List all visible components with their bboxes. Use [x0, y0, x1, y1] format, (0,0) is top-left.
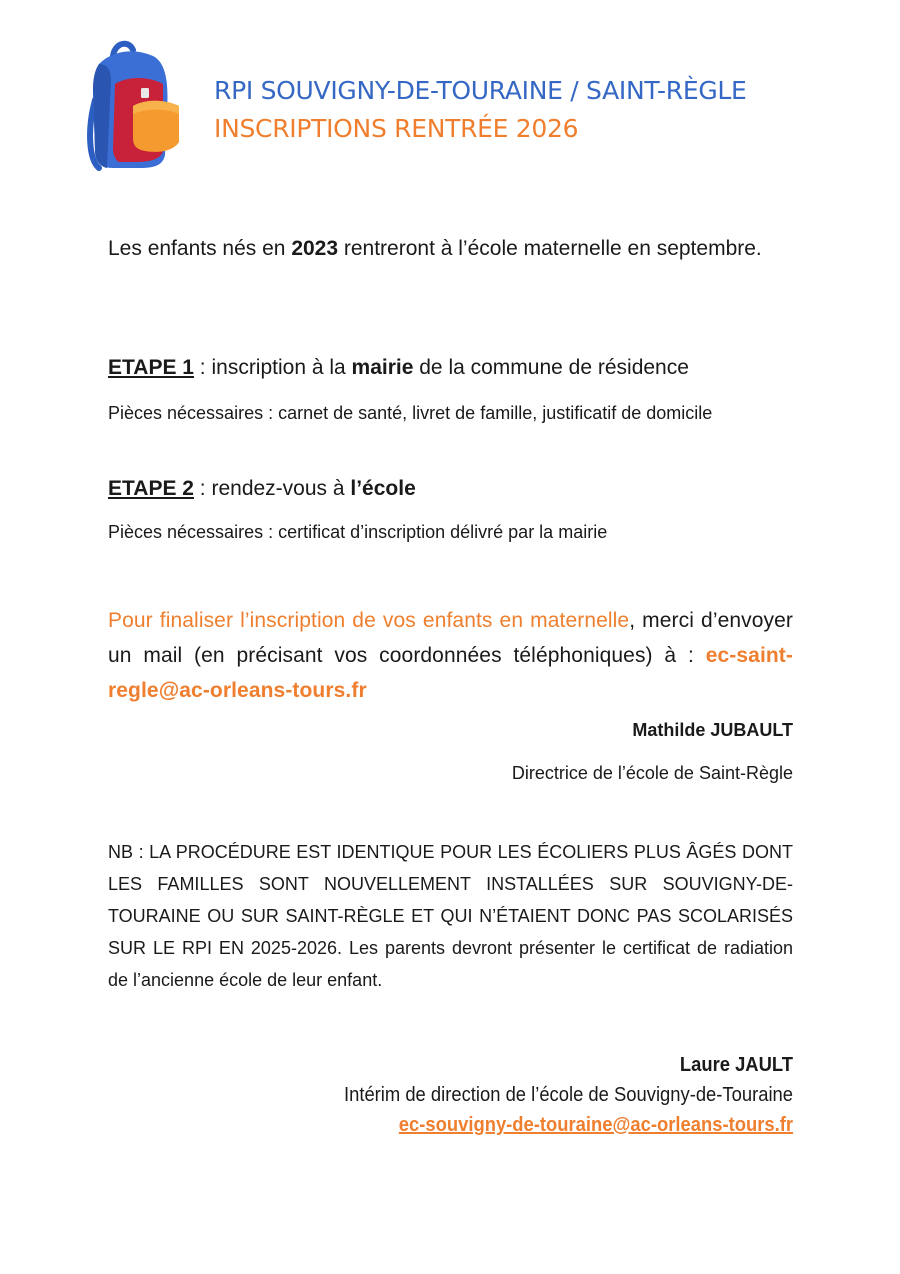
step1-pieces: Pièces nécessaires : carnet de santé, livret de famille, justificatif de domicile — [108, 403, 713, 423]
header-title-inscriptions: INSCRIPTIONS RENTRÉE 2026 — [214, 114, 579, 143]
backpack-icon — [85, 40, 185, 175]
signature1-role: Directrice de l’école de Saint-Règle — [511, 763, 793, 783]
step2-pieces: Pièces nécessaires : certificat d’inscription délivré par la mairie — [108, 522, 608, 542]
intro-paragraph — [108, 230, 793, 267]
step2-heading — [108, 474, 793, 504]
step2-bold: l’école — [350, 477, 416, 500]
step1-text-end: de la commune de résidence — [413, 356, 689, 379]
step2-text: : rendez-vous à — [193, 477, 351, 500]
step1-heading — [108, 353, 793, 383]
step1-bold: mairie — [351, 356, 414, 379]
intro-text-start: Les enfants nés en — [108, 237, 292, 260]
nb-rest-text: Les parents devront présenter le certificat de radiation de l’ancienne école de leur enfant. — [108, 938, 793, 990]
step1-text: : inscription à la — [193, 356, 352, 379]
signature2-role: Intérim de direction de l’école de Souvigny-de-Touraine — [343, 1084, 793, 1106]
souvigny-email-link[interactable]: ec-souvigny-de-touraine@ac-orleans-tours.fr — [398, 1114, 793, 1136]
nb-paragraph — [108, 836, 793, 996]
step2-label: ETAPE 2 — [108, 477, 194, 500]
signature1-name: Mathilde JUBAULT — [632, 720, 793, 740]
intro-text-end: rentreront à l’école maternelle en septembre. — [338, 237, 762, 260]
nb-caps-text: NB : LA PROCÉDURE EST IDENTIQUE POUR LES ÉCOLIERS PLUS ÂGÉS DONT LES FAMILLES SONT NOUVELLEMENT INSTALLÉES SUR SOUVIGNY-DE-TOURAINE OU SUR SAINT-RÈGLE ET QUI N’ÉTAIENT DONC PAS SCOLARISÉS SUR LE RPI EN 2025-2026. — [108, 842, 793, 958]
finalize-highlight: Pour finaliser l’inscription de vos enfants en maternelle — [108, 609, 630, 632]
step1-label: ETAPE 1 — [108, 356, 194, 379]
saint-regle-email-link[interactable]: ec-saint-regle@ac-orleans-tours.fr — [108, 644, 793, 702]
signature2-name: Laure JAULT — [679, 1054, 793, 1076]
finalize-text: , merci d’envoyer un mail (en précisant vos coordonnées téléphoniques) à : — [108, 609, 794, 667]
intro-year: 2023 — [291, 237, 339, 260]
finalize-paragraph — [108, 603, 793, 708]
header-title-rpi: RPI SOUVIGNY-DE-TOURAINE / SAINT-RÈGLE — [214, 76, 747, 105]
